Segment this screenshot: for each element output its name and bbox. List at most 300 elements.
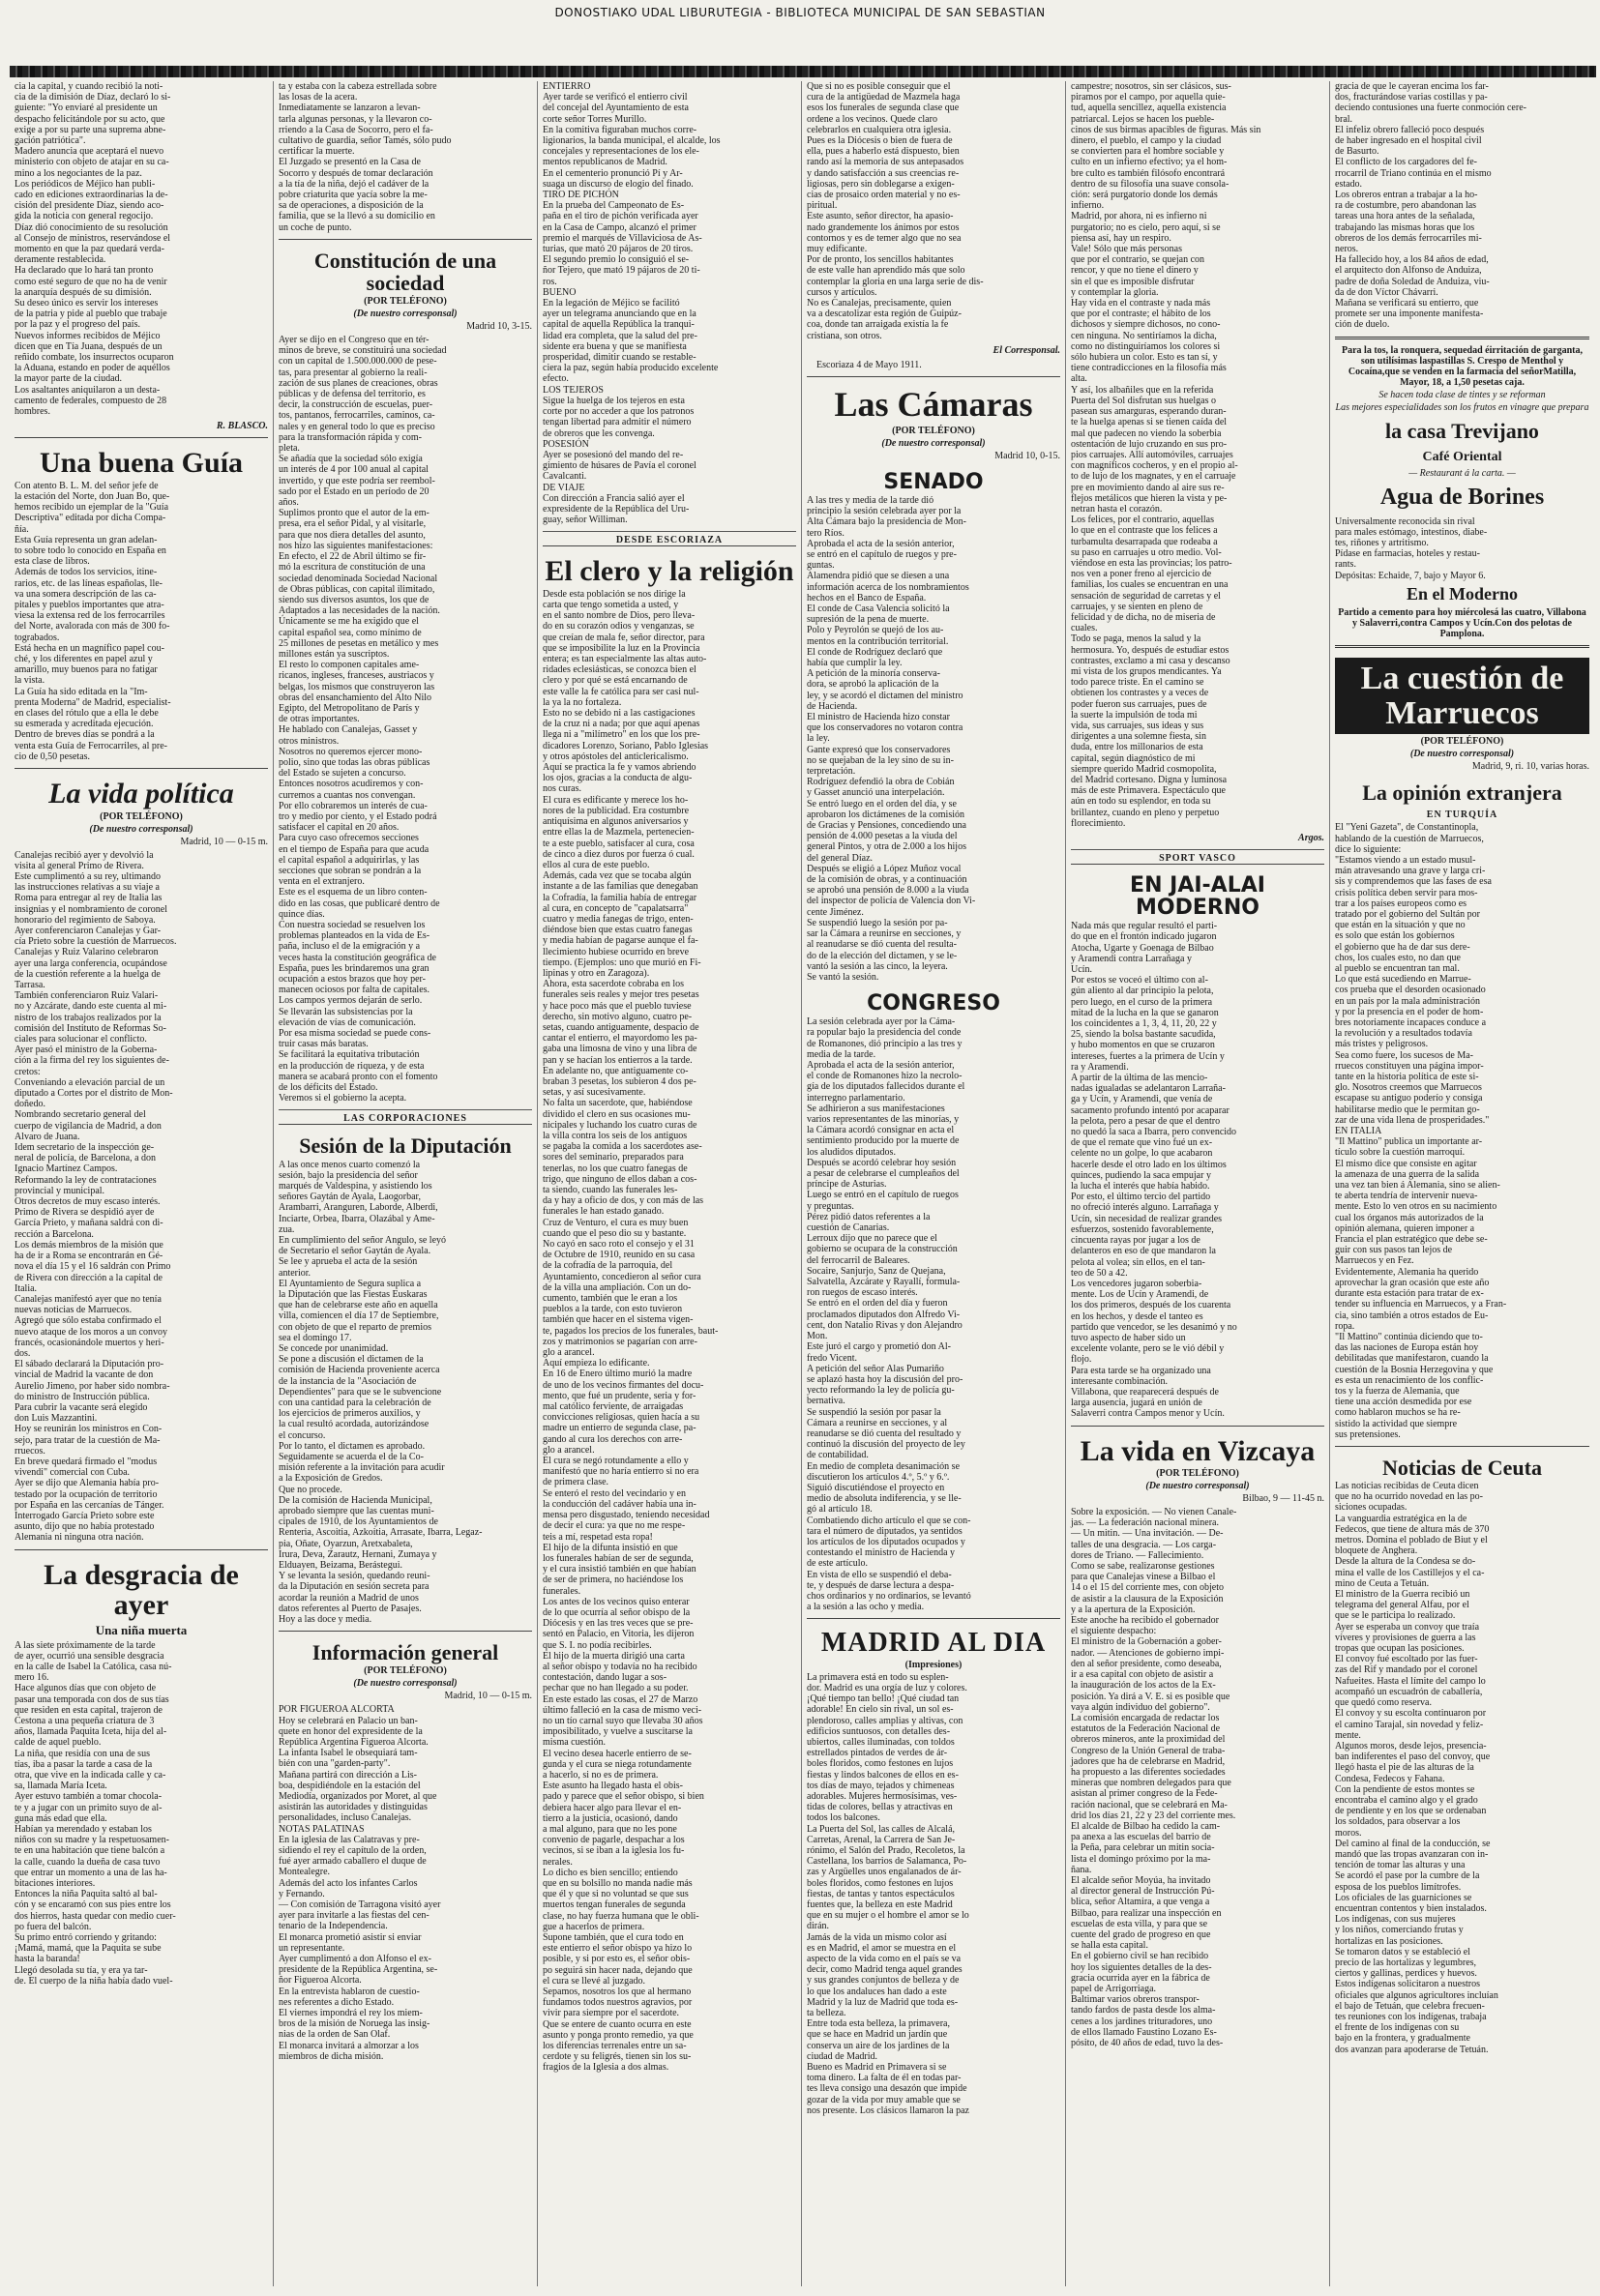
- text-line: Idem secretario de la inspección ge-: [15, 1142, 155, 1154]
- text-line: conserva un aire de los jardines de la: [807, 2040, 950, 2051]
- text-line: Se lee y aprueba el acta de la sesión: [279, 1256, 418, 1268]
- text-line: de otras importantes.: [279, 714, 360, 725]
- text-line: sidente era buena y que se manifiesta: [543, 340, 687, 352]
- text-line: sar la Cámara a reunirse en secciones, y: [807, 928, 962, 940]
- text-line: Inciarte, Orbea, Ibarra, Olazábal y Ame-: [279, 1213, 435, 1224]
- text-line: Con dos pelotas de Pamplona.: [1439, 617, 1572, 639]
- text-line: He hablado con Canalejas, Gasset y: [279, 724, 418, 736]
- text-line: irritación de garganta, son utilísimas las: [1360, 344, 1583, 367]
- text-line: setas, cuando antiguamente, despacio de: [543, 1021, 699, 1033]
- text-line: pensión de 4.000 pesetas a la viuda del: [807, 831, 958, 842]
- text-line: pelota al volea; sin ellos, en el tan-: [1071, 1256, 1205, 1268]
- text-line: del Madrid cortesano. Digna y luminosa: [1071, 775, 1228, 785]
- text-line: Se suspendió la sesión por pasar la: [807, 1406, 941, 1418]
- text-line: cuestión de Canarias.: [807, 1222, 890, 1234]
- text-line: Arambarri, Aranguren, Laborde, Alberdi,: [279, 1202, 438, 1214]
- text-line: El sábado declarará la Diputación pro-: [15, 1359, 164, 1370]
- text-line: gando al cura los derechos con arre-: [543, 1433, 683, 1445]
- text-line: ordene a los vecinos. Quede claro: [807, 113, 937, 125]
- text-line: ir a esa capital con objeto de asistir a: [1071, 1669, 1214, 1681]
- text-line: sis y comprendemos que las fases de esa: [1335, 876, 1492, 888]
- text-line: 14 o el 15 del corriente mes, con objeto: [1071, 1582, 1225, 1594]
- text-line: ¡Mamá, mamá, que la Paquita se sube: [15, 1943, 162, 1955]
- text-line: cultativo de guardia, señor Tamés, sólo pudo: [279, 135, 452, 147]
- text-line: no quedó la saca a Ibarra, pero convencido: [1071, 1127, 1237, 1138]
- text-line: Cruz de Venturo, el cura es muy buen: [543, 1217, 689, 1228]
- text-line: Matilla, Mayor, 18, a 1,50 pesetas caja.: [1400, 366, 1577, 388]
- text-line: que en su mujer o el hombre el amor se lo: [807, 1910, 969, 1922]
- text-line: que se hace en Madrid un jardín que: [807, 2029, 948, 2041]
- headline: CONGRESO: [867, 991, 1000, 1016]
- text-line: había que cumplir la ley.: [807, 658, 903, 669]
- text-line: ción: será purgatorio donde los demás: [1071, 190, 1218, 201]
- text-line: Con la pendiente de estos montes se: [1335, 1783, 1475, 1795]
- text-line: Y se levanta la sesión, quedando reuni-: [279, 1571, 430, 1582]
- text-line: manifestó que no haría entierro si no era: [543, 1466, 699, 1478]
- text-line: Se llevarán las subsistencias por la: [279, 1006, 413, 1017]
- text-line: llecimiento hubiese ocurrido en breve: [543, 946, 690, 957]
- text-line: La infanta Isabel le obsequiará tam-: [279, 1748, 418, 1759]
- text-line: cantar el entierro, el mayordomo les pa-: [543, 1033, 697, 1045]
- text-line: escapase su antiguo poderío y consiga: [1335, 1093, 1483, 1104]
- text-line: adorables. Mujeres hermosísimas, ves-: [807, 1791, 958, 1802]
- text-line: el camino Tarajal, sin novedad y feliz-: [1335, 1719, 1484, 1730]
- text-line: En la comitiva figuraban muchos corre-: [543, 124, 697, 135]
- text-line: presa, era el señor Pidal, y al visitarle,: [279, 518, 427, 530]
- text-line: en la Casa de Campo, alcanzó el primer: [543, 221, 696, 233]
- text-line: de primera clase.: [543, 1477, 609, 1488]
- text-line: La comisión encargada de redactar los: [1071, 1712, 1220, 1723]
- body-text: [279, 1704, 532, 2062]
- text-line: Y así, los albañiles que en la referida: [1071, 384, 1214, 396]
- text-line: que no ha ocurrido novedad en las po-: [1335, 1491, 1484, 1503]
- text-line: sensación de seguridad de carretas y el: [1071, 590, 1221, 602]
- text-line: testado por la ocupación de territorio: [15, 1488, 158, 1500]
- text-line: te, pagados los precios de los funerales, baut-: [543, 1325, 719, 1337]
- headline: Constitución de una sociedad: [313, 248, 497, 295]
- text-line: capital español sea, como mínimo de: [279, 627, 422, 638]
- text-line: POR FIGUEROA ALCORTA: [279, 1704, 395, 1716]
- text-line: bitaciones interiores.: [15, 1878, 96, 1890]
- ad-text: Las mejores especialidades son los frutos en vinagre que prepara: [1335, 401, 1589, 413]
- text-line: partido que vencedor, se les desanimó y no: [1071, 1321, 1237, 1333]
- text-line: poder fueron sus carruajes, pues de: [1071, 698, 1207, 710]
- text-line: tes reuniones con los indígenas, trabaja: [1335, 2011, 1487, 2022]
- text-line: a la tía de la niña, dejó el cadáver de la: [279, 178, 430, 190]
- text-line: ligiosas, pero sin doblegarse a exigen-: [807, 178, 955, 190]
- divider: [15, 1549, 268, 1550]
- text-line: ción de duelo.: [1335, 319, 1390, 331]
- text-line: España, pues les brindaremos una gran: [279, 962, 430, 974]
- text-line: El monarca invitará a almorzar a los: [279, 2040, 419, 2051]
- text-line: manera se acabará pronto con el fomento: [279, 1071, 438, 1082]
- text-line: te la huelga apenas si se tienen caída del: [1071, 417, 1228, 428]
- text-line: calde de aquel pueblo.: [15, 1737, 102, 1749]
- text-line: guir con sus pasos tan lejos de: [1335, 1245, 1453, 1256]
- text-line: no ofreció interés alguno. Larrañaga y: [1071, 1202, 1219, 1214]
- text-line: ocupación a estos brazos que hoy per-: [279, 974, 426, 986]
- text-line: Se pone a discusión el dictamen de la: [279, 1354, 424, 1366]
- text-line: este entierro el señor obispo ya hizo lo: [543, 1943, 693, 1955]
- text-line: Los campos yermos dejarán de serlo.: [279, 995, 423, 1007]
- text-line: Salvatella, Azcárate y Rayallí, formula-: [807, 1277, 961, 1288]
- text-line: funerales.: [543, 1585, 581, 1597]
- text-line: Este asunto, señor director, ha apasio-: [807, 211, 954, 222]
- text-line: las losas de la acera.: [279, 92, 358, 103]
- text-line: señores Gaytán de Ayala, Laogorbar,: [279, 1192, 421, 1203]
- text-line: nos presente. Los clásicos llamaron la paz: [807, 2105, 969, 2116]
- text-line: Descriptiva" editada por dicha Compa-: [15, 513, 166, 524]
- text-line: cen ninguna. No sentiríamos la dicha,: [1071, 330, 1217, 341]
- text-line: fragios de la Iglesia a dos almas.: [543, 2062, 669, 2074]
- text-line: a la Exposición de Gredos.: [279, 1473, 383, 1485]
- text-line: ración nacional, que se celebrará en Ma-: [1071, 1799, 1228, 1810]
- text-line: ricanos, ingleses, franceses, austriacos y: [279, 670, 434, 682]
- text-line: Se concede por unanimidad.: [279, 1343, 389, 1354]
- text-line: oficiales que algunos agricultores incluían: [1335, 1989, 1498, 2001]
- text-line: turias, que mató 20 pájaros de 20 tiros.: [543, 244, 694, 255]
- body-text: [807, 81, 1060, 341]
- text-line: el concurso.: [279, 1429, 326, 1441]
- text-line: vantó la sesión a las cinco, la leyera.: [807, 960, 948, 972]
- text-line: Otros decretos de muy escaso interés.: [15, 1196, 161, 1208]
- text-line: entre ellas la de Mazmela, pertenecien-: [543, 827, 695, 839]
- text-line: los diferencias terrenales entre un sa-: [543, 2041, 687, 2052]
- text-line: es esta un renacimiento de los conflic-: [1335, 1374, 1484, 1386]
- text-line: precio de las hortalizas y legumbres,: [1335, 1957, 1477, 1968]
- text-line: En este estado las cosas, el 27 de Marzo: [543, 1693, 698, 1705]
- text-line: Suplimos pronto que el autor de la em-: [279, 508, 430, 519]
- text-line: pa anexa a las escuelas del barrio de: [1071, 1832, 1211, 1843]
- text-line: cincuenta rayas por jugar a los de: [1071, 1235, 1200, 1247]
- text-line: Se añadía que la sociedad sólo exigía: [279, 454, 423, 465]
- text-line: ra popular bajo la presidencia del conde: [807, 1027, 962, 1039]
- text-line: cisión del presidente Díaz, siendo aco-: [15, 200, 164, 212]
- text-line: Mañana se verificará su entierro, que: [1335, 298, 1479, 309]
- text-line: Aquí se practica la fe y vamos abriendo: [543, 762, 696, 774]
- text-line: de Octubre de 1910, reunido en su casa: [543, 1250, 696, 1261]
- text-line: El vecino desea hacerle entierro de se-: [543, 1748, 692, 1759]
- text-line: al cura, en concepto de "capalatsarra": [543, 902, 689, 914]
- text-line: su paso en carruajes u otro medio. Vol-: [1071, 546, 1222, 558]
- ad-text: [1335, 516, 1589, 581]
- text-line: A petición de la minoría conserva-: [807, 668, 941, 680]
- text-line: Ayer se esperaba un convoy que traía: [1335, 1621, 1480, 1633]
- text-line: mi vista de los grupos mendicantes. Ya: [1071, 665, 1222, 677]
- text-line: del inspector de policía de Valencia don Vi-: [807, 896, 976, 907]
- text-line: rrocarril de Triano continúa en el mismo: [1335, 167, 1492, 179]
- text-line: sado por el Estado en un período de 20: [279, 486, 430, 497]
- body-text: [1071, 81, 1324, 829]
- text-line: Dentro de breves días se pondrá a la: [15, 729, 155, 741]
- text-line: duda, entre los millonarios de esta: [1071, 742, 1203, 753]
- text-line: Adaptados a las necesidades de la nación.: [279, 605, 440, 617]
- text-line: belgas, los mismos que construyeron las: [279, 681, 435, 692]
- text-line: A partir de la última de las mencio-: [1071, 1073, 1208, 1084]
- text-line: Sea como fuere, los sucesos de Ma-: [1335, 1049, 1474, 1061]
- text-line: obreros de los demás ferrocarriles mi-: [1335, 232, 1482, 244]
- text-line: aprobaron los dictámenes de la comisión: [807, 809, 965, 820]
- text-line: misma cuestión.: [543, 1737, 606, 1749]
- text-line: convenio de pagarle, despachar a los: [543, 1835, 685, 1846]
- text-line: comisión de Hacienda proveniente acerca: [279, 1365, 440, 1376]
- text-line: a hacerlo, si no es de primera.: [543, 1769, 659, 1781]
- text-line: mal que padecen no viendo la soberbia: [1071, 427, 1222, 439]
- text-line: neral de policía, de Barcelona, a don: [15, 1153, 157, 1164]
- text-line: obtienen los contrastes y a veces de: [1071, 688, 1209, 699]
- text-line: familia, que se la llevó a su domicilio en: [279, 211, 435, 222]
- body-text: [279, 335, 532, 1104]
- subheading: (De nuestro corresponsal): [1409, 749, 1515, 760]
- text-line: vivendi" comercial con Cuba.: [15, 1467, 131, 1479]
- body-text: [15, 850, 268, 1544]
- text-line: sejo, para tratar de la cuestión de Ma-: [15, 1434, 161, 1446]
- text-line: En cumplimiento del señor Angulo, se leyó: [279, 1234, 447, 1246]
- text-line: sólo hubiera un color. Esto es tan sí, y: [1071, 352, 1218, 364]
- text-line: y Fernando.: [279, 1888, 325, 1899]
- text-line: Habían ya merendado y estaban los: [15, 1824, 152, 1836]
- headline: Sesión de la Diputación: [299, 1133, 512, 1159]
- text-line: otra, que vive en la indicada calle y ca-: [15, 1770, 166, 1781]
- text-line: toma dinero. La falta de él en todas par-: [807, 2073, 962, 2084]
- headline: La vida en Vizcaya: [1080, 1434, 1316, 1467]
- text-line: de la villa una ampliación. Con un do-: [543, 1281, 692, 1293]
- column-4: [802, 81, 1066, 2286]
- text-line: deciendo contusiones una fuerte conmoción cere-: [1335, 103, 1526, 114]
- text-line: cos prueba que el desorden ocasionado: [1335, 985, 1486, 996]
- text-line: decir, la construcción de escuelas, puer-: [279, 399, 433, 411]
- text-line: trabajando las mismas horas que los: [1335, 221, 1475, 233]
- text-line: sa, llamada María Iceta.: [15, 1781, 107, 1792]
- text-line: En medio de completa desanimación se: [807, 1460, 961, 1472]
- text-line: Ucín, sin necesidad de realizar grandes: [1071, 1213, 1223, 1224]
- text-line: blica, señor Altamira, a que venga a: [1071, 1897, 1210, 1908]
- text-line: Marruecos y en Fez.: [1335, 1255, 1414, 1267]
- text-line: asistirán las autoridades y distinguidas: [279, 1802, 428, 1813]
- text-line: y contemplar la gloria.: [1071, 286, 1159, 298]
- text-line: teis a mí, respetad esta ropa!: [543, 1531, 653, 1543]
- text-line: que se le participa lo realizado.: [1335, 1610, 1456, 1622]
- text-line: víveres y provisiones de guerra a las: [1335, 1632, 1476, 1643]
- text-line: Se suspendió luego la sesión por pa-: [807, 917, 948, 928]
- text-line: Ayer pasó el ministro de la Goberna-: [15, 1045, 158, 1056]
- text-line: mente. Esto lo ven otros en su nacimiento: [1335, 1201, 1497, 1213]
- text-line: flojo.: [1071, 1354, 1092, 1366]
- text-line: gunda y el cura se niega rotundamente: [543, 1758, 692, 1770]
- text-line: los ojos, gracias a la conducta de algu-: [543, 773, 693, 784]
- text-line: don Luis Mazzantini.: [15, 1413, 98, 1425]
- text-line: rección a Barcelona.: [15, 1228, 94, 1240]
- text-line: glo a arancel.: [543, 1444, 595, 1456]
- dateline: Madrid 10, 0-15.: [994, 450, 1060, 461]
- headline: La vida política: [48, 778, 234, 810]
- text-line: El conflicto de los cargadores del fe-: [1335, 157, 1477, 168]
- text-line: carta que tengo sometida a usted, y: [543, 600, 679, 611]
- text-line: El cura se negó rotundamente a ello y: [543, 1456, 689, 1467]
- text-line: media de la tarde.: [807, 1048, 876, 1060]
- text-line: tas, para presentar al gobierno la reali-: [279, 367, 428, 378]
- text-line: llegó hasta el pie de las alturas de la: [1335, 1762, 1474, 1774]
- divider: [1335, 645, 1589, 648]
- text-line: edificios suntuosos, con detalles des-: [807, 1725, 951, 1737]
- text-line: dor. Madrid es una orgía de luz y colores.: [807, 1682, 967, 1693]
- section-kicker: SPORT VASCO: [1071, 849, 1324, 865]
- text-line: de la cofradía de la parroquia, del: [543, 1260, 673, 1272]
- subheading: (POR TELÉFONO): [364, 1665, 447, 1677]
- text-line: cual los órganos más autorizados de la: [1335, 1212, 1484, 1223]
- text-line: hasta la baranda!: [15, 1954, 80, 1965]
- text-line: Los demás miembros de la misión que: [15, 1239, 163, 1251]
- text-line: Lerroux dijo que no parece que el: [807, 1233, 937, 1245]
- text-line: se convierten para el hombre sociable y: [1071, 146, 1225, 158]
- divider: [15, 768, 268, 769]
- text-line: Alta Cámara bajo la presidencia de Mon-: [807, 516, 966, 528]
- text-line: un coche de punto.: [279, 221, 352, 233]
- text-line: Interrogado García Prieto sobre este: [15, 1510, 155, 1521]
- subheading: (De nuestro corresponsal): [881, 437, 986, 449]
- text-line: ciertos y gallinas, perdices y huevos.: [1335, 1968, 1477, 1980]
- text-line: celente no un golpe, lo que acabaron: [1071, 1148, 1213, 1160]
- text-line: más tristes y peligrosos.: [1335, 1039, 1429, 1050]
- text-line: tos y la fuerza de Alemania, que: [1335, 1385, 1460, 1397]
- text-line: Ayer se dijo en el Congreso que en tér-: [279, 335, 430, 346]
- text-line: ros.: [543, 276, 557, 287]
- text-line: antiquísima en algunos aniversarios y: [543, 816, 689, 828]
- text-line: sin el que es imposible disfrutar: [1071, 276, 1195, 287]
- text-line: NOTAS PALATINAS: [279, 1823, 365, 1835]
- text-line: de. El cuerpo de la niña había dado vuel-: [15, 1975, 173, 1987]
- text-line: da la Diputación en sesión secreta para: [279, 1581, 430, 1593]
- text-line: piensa así, hay un respiro.: [1071, 232, 1171, 244]
- text-line: pios carruajes. Allí automóviles, carruajes: [1071, 449, 1233, 460]
- text-line: Con atento B. L. M. del señor jefe de: [15, 480, 159, 491]
- text-line: tes, riñones y artritismo.: [1335, 538, 1429, 549]
- text-line: a mal alguno, para que no les pone: [543, 1823, 677, 1835]
- text-line: mitad de la lucha en la que se ganaron: [1071, 1007, 1219, 1018]
- text-line: ridades eclesiásticas, se conozca bien el: [543, 664, 696, 676]
- text-line: hortalizas en las posiciones.: [1335, 1935, 1443, 1947]
- text-line: efecto.: [543, 373, 569, 385]
- text-line: Este anoche ha recibido el gobernador: [1071, 1615, 1219, 1627]
- text-line: cenes a los jardines trituradores, uno: [1071, 2016, 1213, 2027]
- text-line: cura de la antigüedad de Mazmela haga: [807, 92, 961, 103]
- text-line: la revolución y a resultados todavía: [1335, 1028, 1472, 1040]
- text-line: anterior.: [279, 1267, 311, 1279]
- text-line: aspecto de la vida como en el país se va: [807, 1954, 962, 1965]
- text-line: tero Ríos.: [807, 527, 844, 539]
- text-line: no se quejaban de la ley sino de su in-: [807, 754, 954, 766]
- text-line: asunto, dijo que no había protestado: [15, 1521, 155, 1533]
- text-line: esos los funerales de segunda clase que: [807, 103, 960, 114]
- text-line: insignias y el nombramiento de coronel: [15, 903, 168, 915]
- text-line: ciera la paz, según había producido excelente: [543, 363, 719, 374]
- text-line: nuevo ataque de los moros a un convoy: [15, 1326, 168, 1338]
- text-line: dicen que en Tía Juana, después de un: [15, 340, 163, 352]
- text-line: glo a arancel.: [543, 1347, 595, 1359]
- text-line: ayer una larga conferencia, ocupándose: [15, 957, 167, 969]
- text-line: dentro de su filosofía una suave consola-: [1071, 178, 1230, 190]
- masthead-band: [10, 66, 1596, 77]
- text-line: ley, y se acordó el dictamen del ministro: [807, 690, 963, 701]
- text-line: Hace algunos días que con objeto de: [15, 1683, 157, 1694]
- text-line: Socaire, Sanjurjo, Sanz de Quejana,: [807, 1265, 946, 1277]
- text-line: vida, sus carruajes, sus ideas y sus: [1071, 720, 1204, 731]
- text-line: fundamos todos nuestros agravios, por: [543, 1997, 693, 2009]
- headline: Noticias de Ceuta: [1382, 1455, 1542, 1480]
- text-line: Entre toda esta belleza, la primavera,: [807, 2018, 950, 2030]
- text-line: el frente de los indígenas con su: [1335, 2022, 1460, 2034]
- text-line: padre de doña Soledad de Anduiza, viu-: [1335, 276, 1490, 287]
- text-line: vincial de Madrid la vacante de don: [15, 1369, 154, 1381]
- text-line: Rodríguez defendió la obra de Cobián: [807, 777, 955, 788]
- text-line: de lo que ocurría al señor obispo de la: [543, 1606, 691, 1618]
- text-line: dirigentes a una solemne fiesta, sin: [1071, 731, 1206, 743]
- text-line: cente Jiménez.: [807, 906, 864, 918]
- text-line: mal católico ferviente, de arraigadas: [543, 1401, 684, 1413]
- text-line: truir casas más baratas.: [279, 1039, 369, 1050]
- text-line: nores de la publicidad. Era costumbre: [543, 805, 690, 816]
- body-text: [807, 495, 1060, 983]
- text-line: Congreso de la Unión General de traba-: [1071, 1745, 1226, 1756]
- text-line: pitales y pueblos importantes que atra-: [15, 600, 164, 611]
- dateline: Madrid, 10 — 0-15 m.: [180, 836, 268, 847]
- text-line: suaga un discurso de elogio del finado.: [543, 178, 694, 190]
- text-line: expresidente de la República del Uru-: [543, 503, 690, 515]
- text-line: En el gobierno civil se han recibido: [1071, 1951, 1209, 1962]
- text-line: nova el día 15 y el 16 saldrán con Primo: [15, 1261, 171, 1273]
- text-line: En la legación de Méjico se facilitó: [543, 298, 680, 309]
- divider: [279, 1631, 532, 1632]
- text-line: quete en honor del expresidente de la: [279, 1725, 423, 1737]
- text-line: de la cruz ni a nada; por que aquí apenas: [543, 719, 700, 730]
- text-line: Después se eligió a López Muñoz vocal: [807, 863, 962, 874]
- text-line: te a este pueblo, satisfacer al cura, cosa: [543, 838, 695, 849]
- text-line: en el tiempo de España para que acuda: [279, 843, 430, 855]
- text-line: En la entrevista hablaron de cuestio-: [279, 1986, 420, 1997]
- text-line: zua.: [279, 1223, 295, 1235]
- text-line: cado en ediciones extraordinarias la de-: [15, 190, 168, 201]
- text-line: BUENO: [543, 286, 577, 298]
- text-line: gaba una limosna de vino y una libra de: [543, 1044, 697, 1055]
- text-line: contemplar la gloria en una larga serie de dis-: [807, 276, 984, 287]
- section-kicker: DESDE ESCORIAZA: [543, 531, 796, 546]
- text-line: metros. Domina el poblado de Biut y el: [1335, 1535, 1488, 1546]
- text-line: esfuerzos, sostenido favorablemente,: [1071, 1223, 1214, 1235]
- text-line: Socorro y después de tomar declaración: [279, 167, 433, 179]
- text-line: ayer para invitarle a las fiestas del cen-: [279, 1910, 430, 1922]
- text-line: se halla esta capital.: [1071, 1940, 1148, 1952]
- text-line: entera; es tan especialmente las altas auto-: [543, 654, 707, 665]
- text-line: sistido la actividad que siempre: [1335, 1418, 1458, 1429]
- text-line: cumento, también que le eran a los: [543, 1293, 678, 1305]
- text-line: mente. Los de Ucín y Aramendi, de: [1071, 1289, 1209, 1301]
- text-line: y Gasset anunció una interpelación.: [807, 787, 945, 799]
- text-line: todo parece triste. En el camino se: [1071, 677, 1204, 689]
- text-line: paña, incluso el de la emigración y a: [279, 941, 421, 953]
- text-line: que residen en esta capital, trajeron de: [15, 1704, 163, 1716]
- text-line: por la paz y el progreso del país.: [15, 319, 140, 331]
- text-line: Los antes de los vecinos quiso enterar: [543, 1596, 690, 1607]
- text-line: quinces, pudiendo la saca empujar y: [1071, 1169, 1211, 1181]
- ad-text: Se hacen toda clase de tintes y se reforman: [1378, 389, 1546, 400]
- text-line: de Rivera con dirección a la capital de: [15, 1272, 163, 1283]
- text-line: gación patriótica".: [15, 135, 86, 147]
- text-line: al pueblo se encuentran tan mal.: [1335, 963, 1460, 974]
- text-line: boles floridos, como festones en lujos: [807, 1758, 954, 1770]
- text-line: ostentación de lujo cruzando en sus pro-: [1071, 438, 1228, 450]
- text-line: tiene contradicciones en la filosofía más: [1071, 363, 1227, 374]
- text-line: Mediodía, organizados por Moret, al que: [279, 1791, 437, 1802]
